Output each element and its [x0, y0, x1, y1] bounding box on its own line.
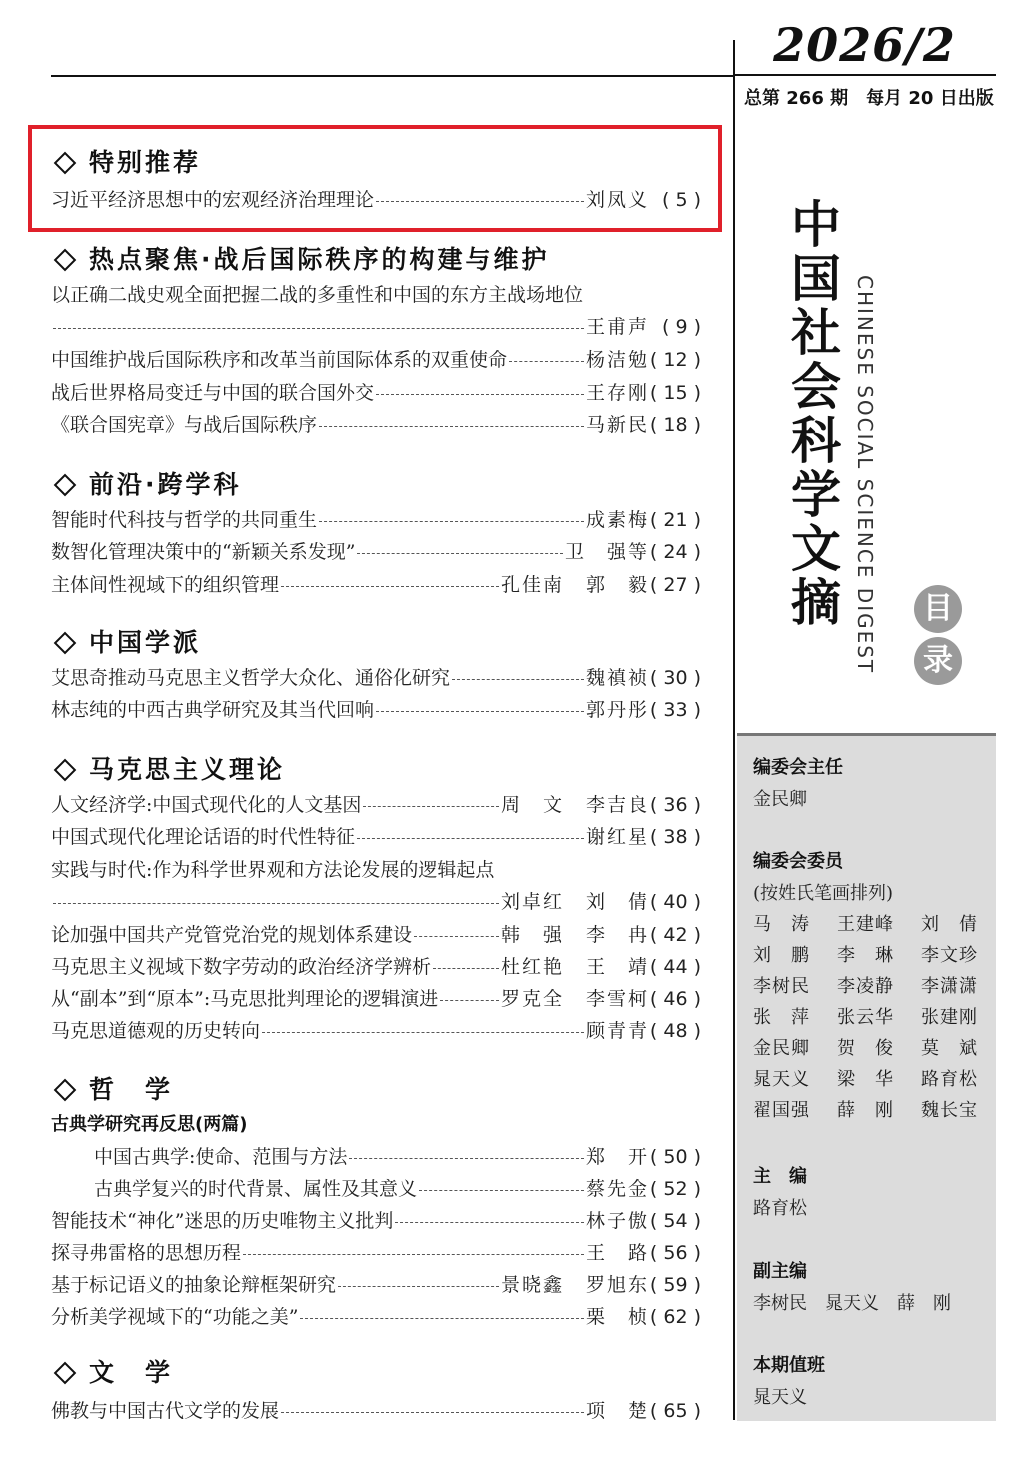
- entry-title: 分析美学视域下的“功能之美”: [51, 1306, 299, 1328]
- toc-entry[interactable]: [51, 952, 701, 980]
- title-char: 摘: [791, 574, 841, 632]
- leader-dots: [349, 1158, 584, 1159]
- section-heading: [51, 1353, 173, 1389]
- member-name: 薛 刚: [837, 1100, 894, 1121]
- director-label: 编委会主任: [753, 757, 843, 778]
- section-title: 特别推荐: [89, 148, 202, 177]
- toc-entry[interactable]: [51, 280, 701, 308]
- toc-entry[interactable]: [51, 695, 701, 723]
- diamond-icon: [54, 1078, 77, 1101]
- member-name: 李文珍: [921, 945, 978, 966]
- entry-page: ( 12 ): [649, 349, 701, 371]
- entry-page: ( 40 ): [649, 891, 701, 913]
- toc-entry[interactable]: [51, 1206, 701, 1234]
- section-title: 前沿·跨学科: [89, 470, 242, 499]
- entry-page: ( 54 ): [649, 1210, 701, 1232]
- leader-dots: [53, 903, 499, 904]
- members-note: (按姓氏笔画排列): [753, 883, 894, 904]
- leader-dots: [357, 838, 584, 839]
- title-char: 科: [791, 412, 841, 470]
- member-name: 翟国强: [753, 1100, 810, 1121]
- entry-author: 罗克全: [500, 988, 564, 1010]
- entry-title: 马克思道德观的历史转向: [51, 1020, 261, 1042]
- entry-title: 以正确二战史观全面把握二战的多重性和中国的东方主战场地位: [51, 284, 584, 306]
- section-title: 哲 学: [89, 1075, 174, 1104]
- toc-entry[interactable]: [51, 410, 701, 438]
- section-heading: [51, 240, 550, 276]
- entry-author-2: 刘 倩: [585, 891, 649, 913]
- member-name: 晁天义: [753, 1069, 810, 1090]
- entry-page: ( 46 ): [649, 988, 701, 1010]
- leader-dots: [281, 1412, 584, 1413]
- toc-entry-continuation[interactable]: [51, 312, 701, 340]
- entry-title: 论加强中国共产党管党治党的规划体系建设: [51, 924, 413, 946]
- toc-entry-continuation[interactable]: [51, 887, 701, 915]
- entry-page: ( 62 ): [649, 1306, 701, 1328]
- leader-dots: [281, 586, 499, 587]
- entry-title: 实践与时代:作为科学世界观和方法论发展的逻辑起点: [51, 859, 495, 881]
- members-group: [753, 846, 988, 1126]
- entry-title: 《联合国宪章》与战后国际秩序: [51, 414, 318, 436]
- entry-author: 林子傲: [585, 1210, 649, 1232]
- member-name: 路育松: [921, 1069, 978, 1090]
- member-name: 张建刚: [921, 1007, 978, 1028]
- toc-entry[interactable]: [51, 378, 701, 406]
- entry-page: ( 18 ): [649, 414, 701, 436]
- leader-dots: [376, 394, 584, 395]
- director-group: [753, 752, 988, 815]
- entry-page: ( 65 ): [649, 1400, 701, 1422]
- diamond-icon: [54, 151, 77, 174]
- toc-entry[interactable]: [51, 855, 701, 883]
- toc-entry[interactable]: [51, 822, 701, 850]
- entry-page: ( 38 ): [649, 826, 701, 848]
- issue-number: 2026/2: [773, 18, 956, 72]
- diamond-icon: [54, 631, 77, 654]
- entry-author: 杜红艳: [500, 956, 564, 978]
- entry-page: ( 15 ): [649, 382, 701, 404]
- member-name: 梁 华: [837, 1069, 894, 1090]
- toc-entry[interactable]: [51, 505, 701, 533]
- member-name: 金民卿: [753, 1038, 810, 1059]
- member-name: 李潇潇: [921, 976, 978, 997]
- entry-author-2: 李雪柯: [585, 988, 649, 1010]
- leader-dots: [300, 1318, 584, 1319]
- members-label: 编委会委员: [753, 851, 843, 872]
- leader-dots: [376, 711, 584, 712]
- entry-page: ( 30 ): [649, 667, 701, 689]
- member-name: 刘 鹏: [753, 945, 810, 966]
- diamond-icon: [54, 248, 77, 271]
- leader-dots: [53, 328, 584, 329]
- entry-page: ( 56 ): [649, 1242, 701, 1264]
- entry-title: 中国维护战后国际秩序和改革当前国际体系的双重使命: [51, 349, 508, 371]
- entry-author: 郭丹彤: [585, 699, 649, 721]
- leader-dots: [433, 968, 499, 969]
- entry-author-2: 李吉良: [585, 794, 649, 816]
- entry-page: ( 24 ): [649, 541, 701, 563]
- leader-dots: [509, 361, 584, 362]
- member-name: 刘 倩: [921, 914, 978, 935]
- title-char: 社: [791, 304, 841, 362]
- member-name: 李 琳: [837, 945, 894, 966]
- mulu-badge-2: 录: [914, 637, 962, 685]
- toc-entry[interactable]: [51, 663, 701, 691]
- entry-page: ( 50 ): [649, 1146, 701, 1168]
- issue-date-box: [733, 8, 996, 76]
- toc-entry[interactable]: [51, 1270, 701, 1298]
- entry-author: 栗 桢: [585, 1306, 649, 1328]
- deputy-editor-group: [753, 1256, 988, 1319]
- entry-author: 成素梅: [585, 509, 649, 531]
- section-title: 热点聚焦·战后国际秩序的构建与维护: [89, 245, 550, 274]
- entry-author: 王甫声: [585, 316, 649, 338]
- entry-page: ( 21 ): [649, 509, 701, 531]
- title-char: 文: [791, 520, 841, 578]
- entry-page: ( 59 ): [649, 1274, 701, 1296]
- leader-dots: [319, 521, 584, 522]
- leader-dots: [395, 1222, 584, 1223]
- entry-author: 景晓鑫: [500, 1274, 564, 1296]
- member-name: 魏长宝: [921, 1100, 978, 1121]
- entry-author: 王 路: [585, 1242, 649, 1264]
- toc-entry[interactable]: [51, 185, 701, 213]
- entry-title: 主体间性视域下的组织管理: [51, 574, 280, 596]
- member-name: 李凌静: [837, 976, 894, 997]
- entry-author: 郑 开: [585, 1146, 649, 1168]
- leader-dots: [243, 1254, 584, 1255]
- section-title: 中国学派: [89, 628, 202, 657]
- member-name: 王建峰: [837, 914, 894, 935]
- entry-title: 人文经济学:中国式现代化的人文基因: [51, 794, 362, 816]
- duty-editor-name: 晁天义: [753, 1387, 807, 1408]
- deputy-editor-names: 李树民 晁天义 薛 刚: [753, 1293, 951, 1314]
- entry-title: 艾思奇推动马克思主义哲学大众化、通俗化研究: [51, 667, 451, 689]
- entry-page: ( 42 ): [649, 924, 701, 946]
- entry-title: 佛教与中国古代文学的发展: [51, 1400, 280, 1422]
- entry-author: 项 楚: [585, 1400, 649, 1422]
- leader-dots: [262, 1032, 584, 1033]
- top-rule: [51, 75, 733, 77]
- entry-title: 数智化管理决策中的“新颖关系发现”: [51, 541, 356, 563]
- entry-author: 蔡先金: [585, 1178, 649, 1200]
- entry-author-2: 郭 毅: [585, 574, 649, 596]
- chief-editor-label: 主 编: [753, 1166, 807, 1187]
- entry-title: 智能时代科技与哲学的共同重生: [51, 509, 318, 531]
- leader-dots: [338, 1286, 499, 1287]
- toc-entry[interactable]: [51, 1302, 701, 1330]
- entry-page: ( 48 ): [649, 1020, 701, 1042]
- title-char: 中: [791, 196, 841, 254]
- deputy-editor-label: 副主编: [753, 1261, 807, 1282]
- member-name: 李树民: [753, 976, 810, 997]
- entry-title: 智能技术“神化”迷思的历史唯物主义批判: [51, 1210, 394, 1232]
- entry-page: ( 44 ): [649, 956, 701, 978]
- mulu-badge-1: 目: [914, 585, 962, 633]
- toc-entry[interactable]: [51, 537, 701, 565]
- entry-title: 中国式现代化理论话语的时代性特征: [51, 826, 356, 848]
- leader-dots: [440, 1000, 499, 1001]
- entry-title: 从“副本”到“原本”:马克思批判理论的逻辑演进: [51, 988, 439, 1010]
- entry-title: 探寻弗雷格的思想历程: [51, 1242, 242, 1264]
- toc-entry[interactable]: [51, 570, 701, 598]
- director-name: 金民卿: [753, 789, 807, 810]
- toc-entry[interactable]: [51, 345, 701, 373]
- leader-dots: [376, 201, 584, 202]
- section-heading: [51, 750, 285, 786]
- toc-entry[interactable]: [94, 1142, 701, 1170]
- toc-entry[interactable]: [51, 1238, 701, 1266]
- toc-entry[interactable]: [51, 920, 701, 948]
- toc-entry[interactable]: [51, 1016, 701, 1044]
- entry-author: 韩 强: [500, 924, 564, 946]
- member-name: 张云华: [837, 1007, 894, 1028]
- toc-entry[interactable]: [51, 790, 701, 818]
- toc-entry[interactable]: [51, 984, 701, 1012]
- duty-editor-label: 本期值班: [753, 1355, 825, 1376]
- member-name: 马 涛: [753, 914, 810, 935]
- entry-author-2: 李 冉: [585, 924, 649, 946]
- duty-editor-group: [753, 1350, 988, 1413]
- entry-author: 王存刚: [585, 382, 649, 404]
- toc-entry[interactable]: [94, 1174, 701, 1202]
- journal-english-title: CHINESE SOCIAL SCIENCE DIGEST: [853, 275, 877, 675]
- title-char: 学: [791, 466, 841, 524]
- entry-author: 卫 强等: [564, 541, 649, 563]
- diamond-icon: [54, 473, 77, 496]
- entry-title: 林志纯的中西古典学研究及其当代回响: [51, 699, 375, 721]
- section-heading: [51, 465, 242, 501]
- section-heading: [51, 623, 201, 659]
- section-title: 文 学: [89, 1358, 174, 1387]
- issue-info: [744, 84, 994, 110]
- entry-author: 刘凤义: [585, 189, 649, 211]
- entry-author: 魏禛祯: [585, 667, 649, 689]
- entry-title: 中国古典学:使命、范围与方法: [94, 1146, 348, 1168]
- entry-author: 杨洁勉: [585, 349, 649, 371]
- leader-dots: [419, 1190, 584, 1191]
- entry-author: 谢红星: [585, 826, 649, 848]
- total-issue: 总第 266 期: [744, 88, 849, 109]
- entry-title: 古典学复兴的时代背景、属性及其意义: [94, 1178, 418, 1200]
- entry-author: 孔佳南: [500, 574, 564, 596]
- entry-title: 战后世界格局变迁与中国的联合国外交: [51, 382, 375, 404]
- chief-editor-name: 路育松: [753, 1198, 807, 1219]
- entry-page: ( 36 ): [649, 794, 701, 816]
- entry-author: 顾青青: [585, 1020, 649, 1042]
- publish-date: 每月 20 日出版: [866, 88, 994, 109]
- entry-author-2: 罗旭东: [585, 1274, 649, 1296]
- entry-page: ( 5 ): [662, 189, 701, 211]
- journal-title: [790, 198, 842, 630]
- entry-page: ( 52 ): [649, 1178, 701, 1200]
- members-grid: [753, 909, 988, 1126]
- chief-editor-group: [753, 1161, 988, 1224]
- toc-entry[interactable]: [51, 1396, 701, 1424]
- leader-dots: [414, 936, 499, 937]
- entry-title: 基于标记语义的抽象论辩框架研究: [51, 1274, 337, 1296]
- column-divider: [733, 40, 735, 1420]
- leader-dots: [357, 553, 563, 554]
- leader-dots: [319, 426, 584, 427]
- diamond-icon: [54, 1361, 77, 1384]
- member-name: 张 萍: [753, 1007, 810, 1028]
- diamond-icon: [54, 758, 77, 781]
- leader-dots: [452, 679, 584, 680]
- entry-page: ( 9 ): [662, 316, 701, 338]
- leader-dots: [363, 806, 499, 807]
- member-name: 贺 俊: [837, 1038, 894, 1059]
- entry-author: 周 文: [500, 794, 564, 816]
- section-title: 马克思主义理论: [89, 755, 286, 784]
- entry-page: ( 27 ): [649, 574, 701, 596]
- section-heading: [51, 143, 201, 179]
- title-char: 国: [791, 250, 841, 308]
- entry-author: 马新民: [585, 414, 649, 436]
- entry-page: ( 33 ): [649, 699, 701, 721]
- member-name: 莫 斌: [921, 1038, 978, 1059]
- section-heading: [51, 1070, 173, 1106]
- sub-heading: 古典学研究再反思(两篇): [51, 1114, 248, 1135]
- entry-author-2: 王 靖: [585, 956, 649, 978]
- entry-title: 习近平经济思想中的宏观经济治理理论: [51, 189, 375, 211]
- entry-author: 刘卓红: [500, 891, 564, 913]
- title-char: 会: [791, 358, 841, 416]
- editorial-sidebar: [737, 733, 996, 1421]
- entry-title: 马克思主义视域下数字劳动的政治经济学辨析: [51, 956, 432, 978]
